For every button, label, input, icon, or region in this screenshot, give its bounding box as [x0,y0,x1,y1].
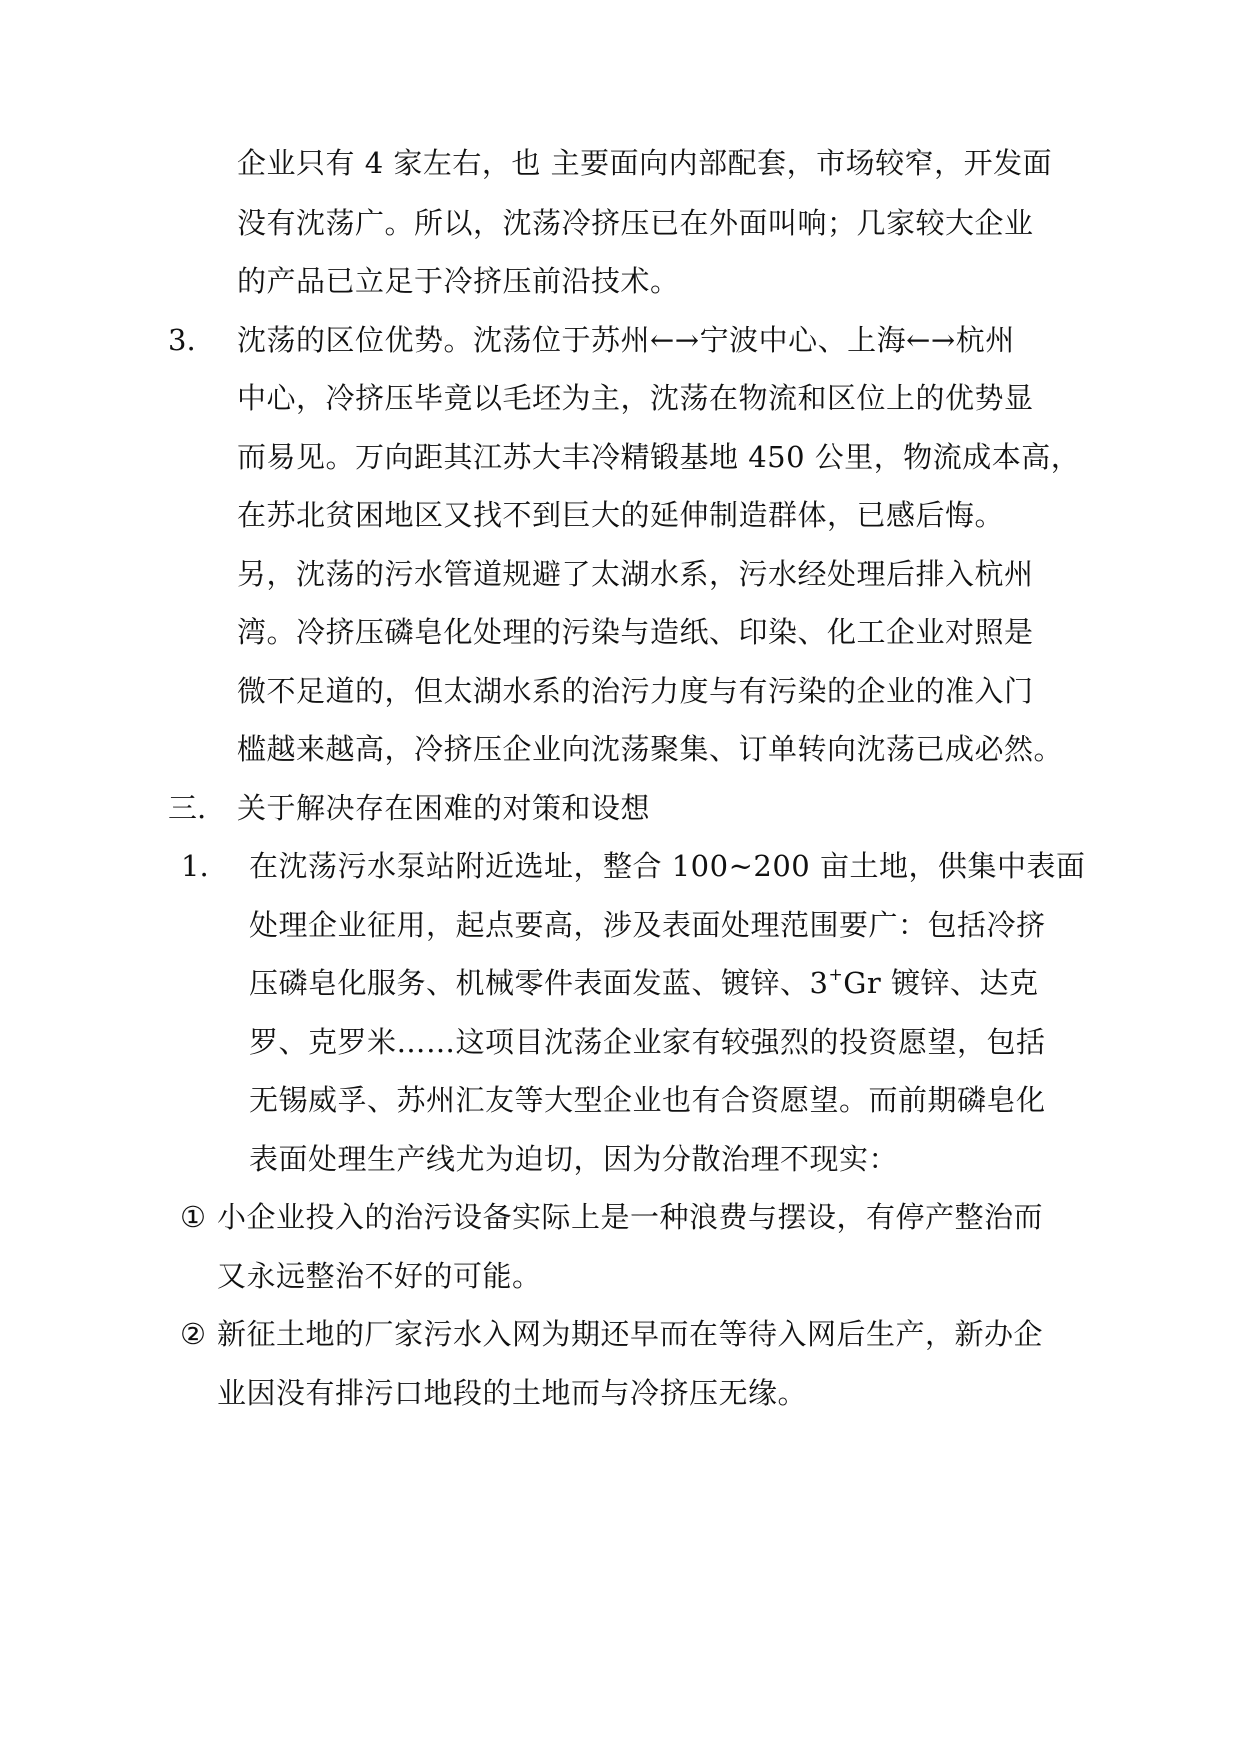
text-line: 湾。冷挤压磷皂化处理的污染与造纸、印染、化工企业对照是 [237,615,1034,649]
circled-number-marker: ② [180,1317,206,1351]
text-line: 微不足道的，但太湖水系的治污力度与有污染的企业的准入门 [237,674,1034,708]
list-marker: 3. [168,323,196,357]
circled-number-marker: ① [180,1200,206,1234]
text-line: 而易见。万向距其江苏大丰冷精锻基地 450 公里，物流成本高， [237,440,1081,474]
text-segment: 压磷皂化服务、机械零件表面发蓝、镀锌、3 [249,966,829,1000]
text-line: 另，沈荡的污水管道规避了太湖水系，污水经处理后排入杭州 [237,557,1034,591]
text-line: 业因没有排污口地段的土地而与冷挤压无缘。 [217,1376,808,1410]
text-segment: Gr 镀锌、达克 [843,966,1039,1000]
text-line: 槛越来越高，冷挤压企业向沈荡聚集、订单转向沈荡已成必然。 [237,732,1064,766]
text-line: 沈荡的区位优势。沈荡位于苏州←→宁波中心、上海←→杭州 [237,323,1015,357]
text-line: 在苏北贫困地区又找不到巨大的延伸制造群体，已感后悔。 [237,498,1005,532]
text-line: 小企业投入的治污设备实际上是一种浪费与摆设，有停产整治而 [217,1200,1044,1234]
list-marker: 1. [181,849,209,883]
text-line: 的产品已立足于冷挤压前沿技术。 [237,264,680,298]
text-line: 没有沈荡广。所以，沈荡冷挤压已在外面叫响；几家较大企业 [237,206,1034,240]
text-line: 中心，冷挤压毕竟以毛坯为主，沈荡在物流和区位上的优势显 [237,381,1034,415]
text-line: 罗、克罗米……这项目沈荡企业家有较强烈的投资愿望，包括 [249,1025,1046,1059]
text-line: 处理企业征用，起点要高，涉及表面处理范围要广：包括冷挤 [249,908,1046,942]
superscript: + [828,965,844,986]
text-line: 无锡威孚、苏州汇友等大型企业也有合资愿望。而前期磷皂化 [249,1083,1046,1117]
text-line: 在沈荡污水泵站附近选址，整合 100~200 亩土地，供集中表面 [249,849,1086,883]
text-line: 企业只有 4 家左右，也 主要面向内部配套，市场较窄，开发面 [237,146,1053,180]
text-line: 新征土地的厂家污水入网为期还早而在等待入网后生产，新办企 [217,1317,1044,1351]
text-line: 又永远整治不好的可能。 [217,1259,542,1293]
section-marker: 三. [168,791,207,825]
text-line-with-superscript [249,963,1038,1003]
text-line: 表面处理生产线尤为迫切，因为分散治理不现实： [249,1142,899,1176]
section-heading: 关于解决存在困难的对策和设想 [237,791,651,825]
